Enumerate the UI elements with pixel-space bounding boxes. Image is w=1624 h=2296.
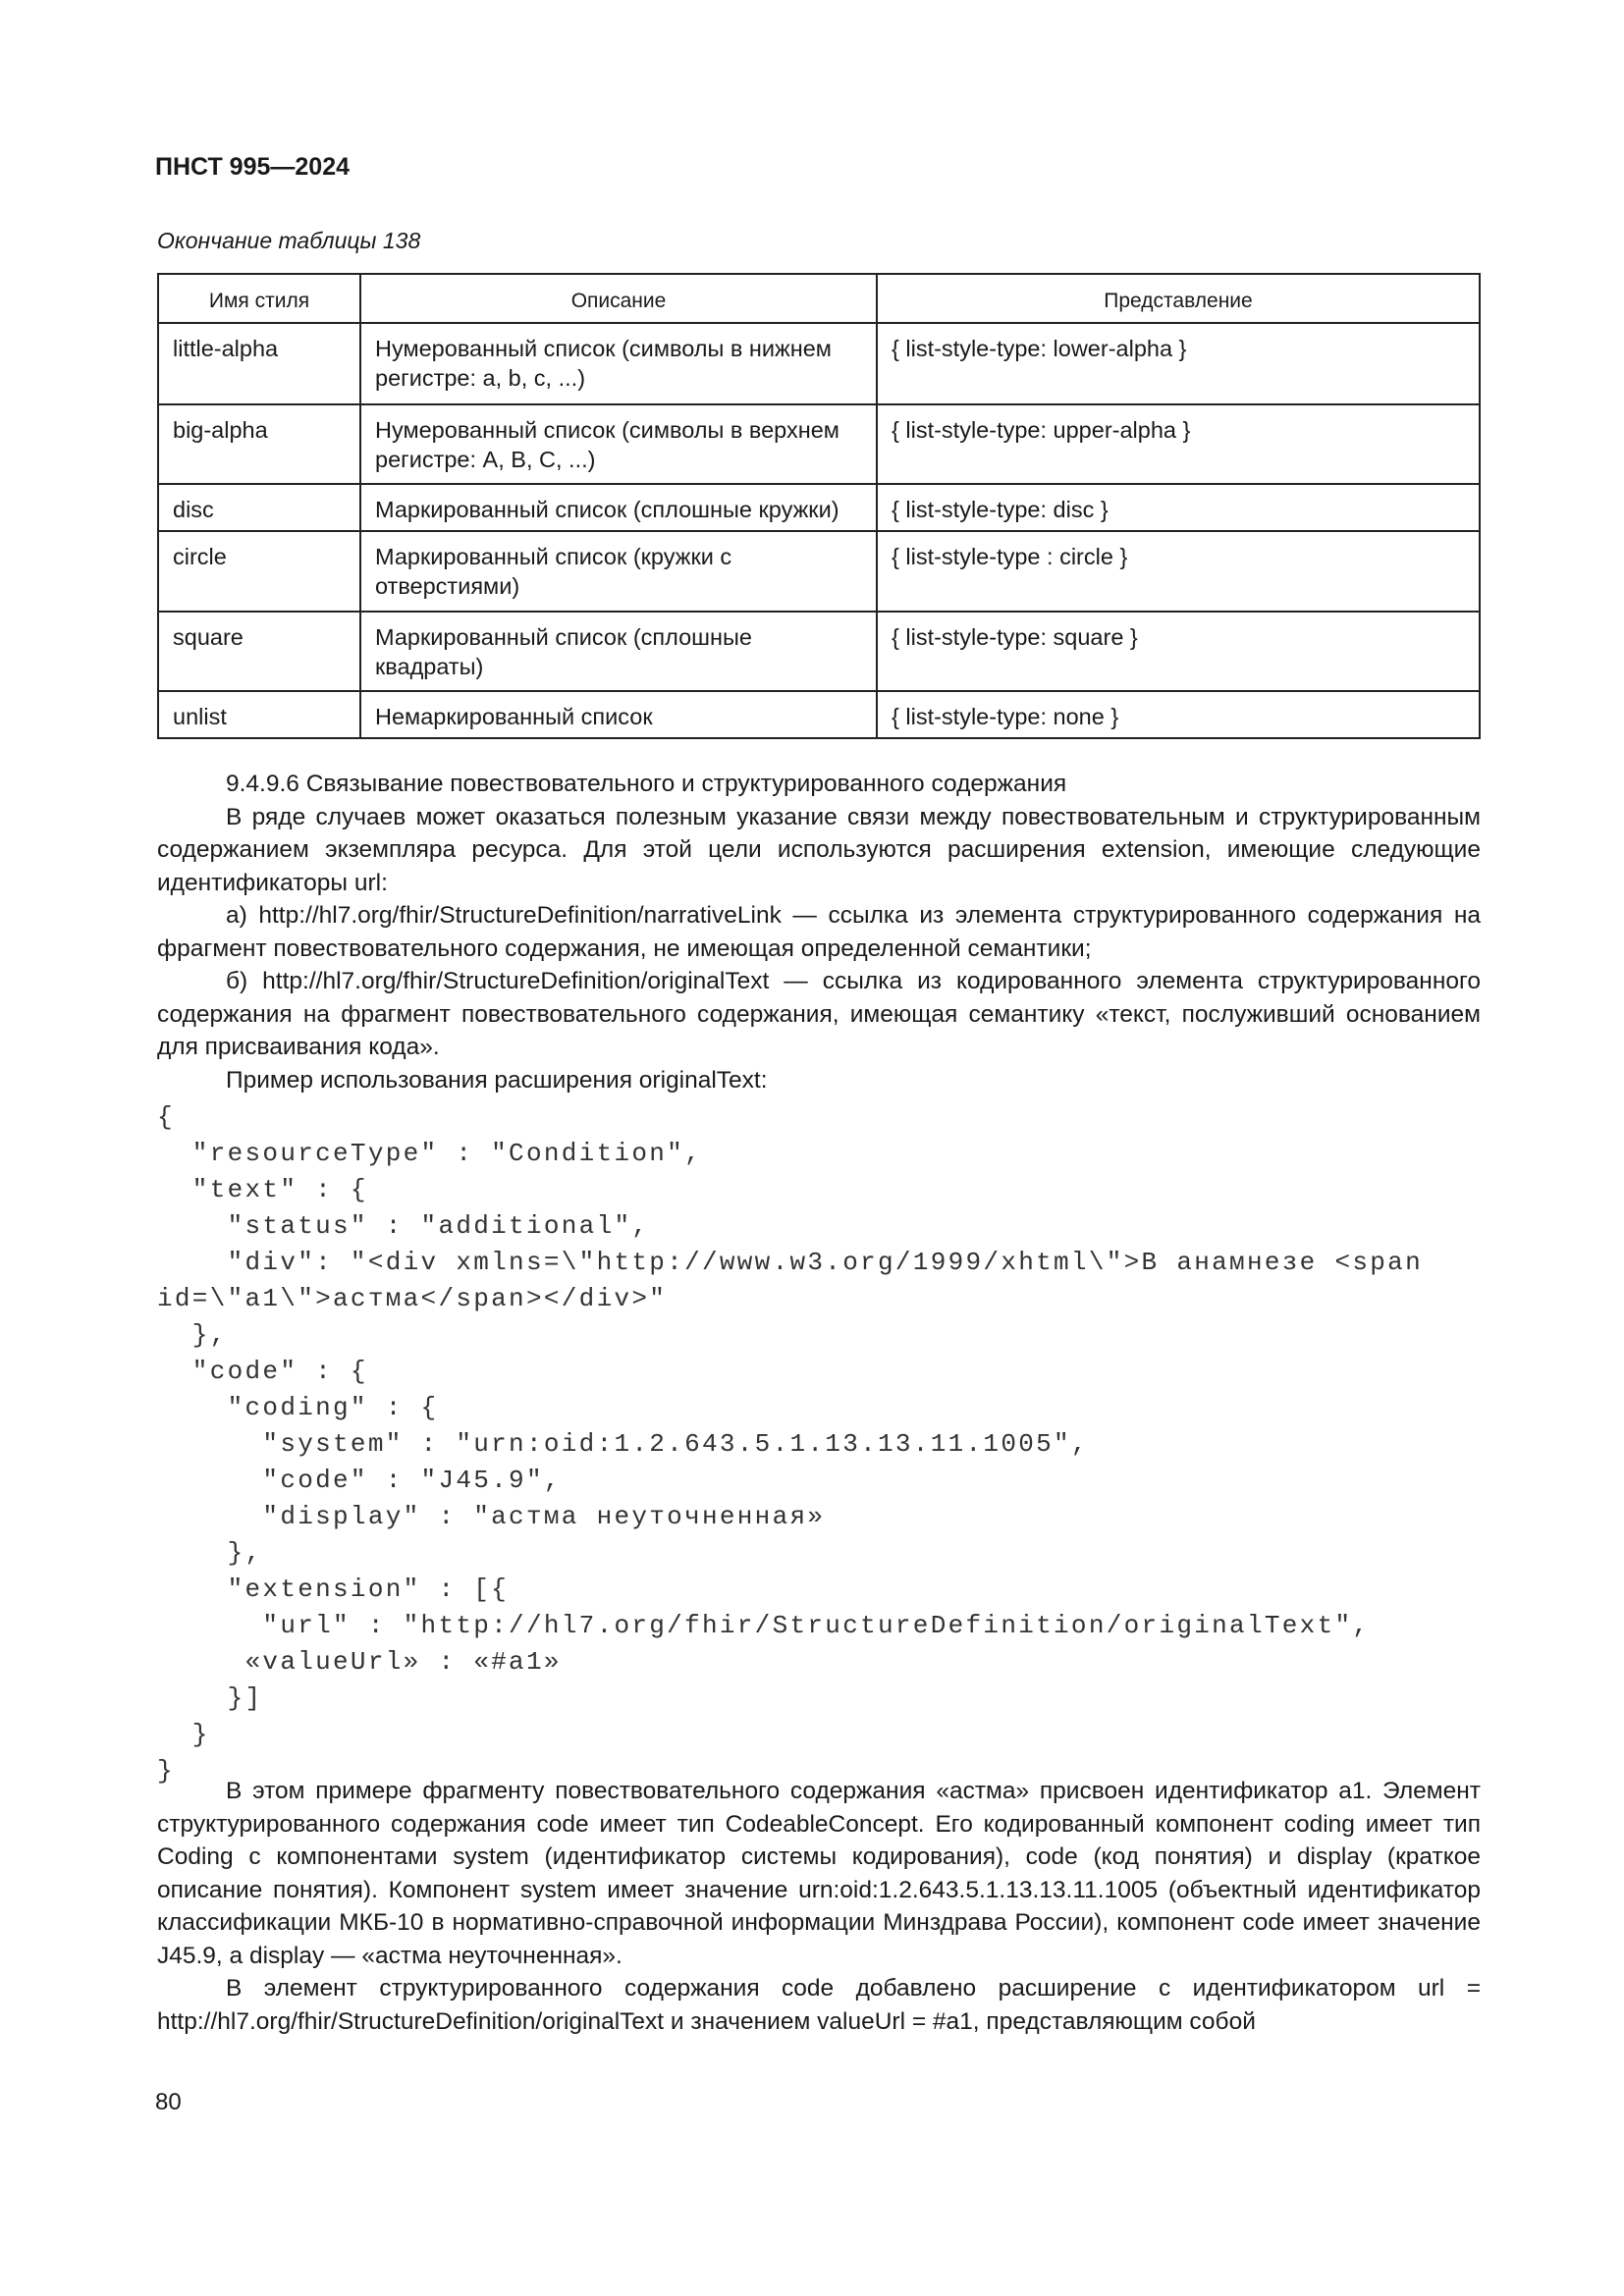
paragraph: 9.4.9.6 Связывание повествовательного и структурированного содержания bbox=[226, 771, 1067, 797]
paragraph: Пример использования расширения originalText: bbox=[226, 1066, 768, 1094]
representation-cell: { list-style-type: square } bbox=[877, 612, 1480, 691]
style-name-cell: little-alpha bbox=[158, 323, 360, 404]
representation-cell: { list-style-type: none } bbox=[877, 691, 1480, 738]
table-row bbox=[158, 323, 1480, 404]
page-number: 80 bbox=[155, 2089, 182, 2115]
description-cell: Маркированный список (сплошные кружки) bbox=[360, 484, 877, 531]
styles-table bbox=[157, 273, 1481, 739]
table-row bbox=[158, 691, 1480, 738]
representation-cell: { list-style-type : circle } bbox=[877, 531, 1480, 612]
style-name-cell: big-alpha bbox=[158, 404, 360, 484]
paragraph: а) http://hl7.org/fhir/StructureDefinition/narrativeLink — ссылка из элемента структурированного содержания на фрагмент повествовательного содержания, не имеющая определенной семантики; bbox=[157, 902, 1481, 962]
description-cell: Маркированный список (кружки с отверстиями) bbox=[360, 531, 877, 612]
code-example: { "resourceType" : "Condition", "text" : { "status" : "additional", "div": "<div xmlns=\"http://www.w3.org/1999/xhtml\">В анамнезе <span id=\"a1\">астма</span></div>" }, "code" : { "coding" : { "system" : "urn:oid:1.2.643.5.1.13.13.11.1005", "code" : "J45.9", "display" : "астма неуточненная» }, "extension" : [{ "url" : "http://hl7.org/fhir/StructureDefinition/originalText", «valueUrl» : «#a1» }] } } bbox=[157, 1102, 1423, 1786]
paragraph: В этом примере фрагменту повествовательного содержания «астма» присвоен идентификатор a1. Элемент структурированного содержания code имеет тип CodeableConcept. Его кодированный компонент coding имеет тип Coding с компонентами system (идентификатор системы кодирования), code (код понятия) и display (краткое описание понятия). Компонент system имеет значение urn:oid:1.2.643.5.1.13.13.11.1005 (объектный идентификатор классификации МКБ-10 в нормативно-справочной информации Минздрава России), компонент code имеет значение J45.9, а display — «астма неуточненная». bbox=[157, 1778, 1481, 1969]
text-before-code bbox=[157, 768, 1481, 1096]
table-caption: Окончание таблицы 138 bbox=[157, 228, 421, 253]
representation-cell: { list-style-type: lower-alpha } bbox=[877, 323, 1480, 404]
paragraph: В элемент структурированного содержания code добавлено расширение с идентификатором url = http://hl7.org/fhir/StructureDefinition/originalText и значением valueUrl = #a1, представляющим собой bbox=[157, 1975, 1481, 2035]
style-name-cell: circle bbox=[158, 531, 360, 612]
document-id: ПНСТ 995—2024 bbox=[155, 153, 350, 181]
style-name-cell: unlist bbox=[158, 691, 360, 738]
representation-cell: { list-style-type: upper-alpha } bbox=[877, 404, 1480, 484]
column-header: Представление bbox=[877, 274, 1480, 323]
style-name-cell: square bbox=[158, 612, 360, 691]
description-cell: Нумерованный список (символы в верхнем регистре: A, B, C, ...) bbox=[360, 404, 877, 484]
column-header: Описание bbox=[360, 274, 877, 323]
style-name-cell: disc bbox=[158, 484, 360, 531]
table-row bbox=[158, 484, 1480, 531]
description-cell: Нумерованный список (символы в нижнем регистре: a, b, c, ...) bbox=[360, 323, 877, 404]
description-cell: Маркированный список (сплошные квадраты) bbox=[360, 612, 877, 691]
table-header-row bbox=[158, 274, 1480, 323]
paragraph: б) http://hl7.org/fhir/StructureDefinition/originalText — ссылка из кодированного элемента структурированного содержания на фрагмент повествовательного содержания, имеющая семантику «текст, послуживший основанием для присваивания кода». bbox=[157, 968, 1481, 1060]
table-row bbox=[158, 531, 1480, 612]
table-row bbox=[158, 404, 1480, 484]
representation-cell: { list-style-type: disc } bbox=[877, 484, 1480, 531]
column-header: Имя стиля bbox=[158, 274, 360, 323]
description-cell: Немаркированный список bbox=[360, 691, 877, 738]
paragraph: В ряде случаев может оказаться полезным указание связи между повествовательным и структурированным содержанием экземпляра ресурса. Для этой цели используются расширения extension, имеющие следующие идентификаторы url: bbox=[157, 803, 1481, 896]
text-after-code bbox=[157, 1775, 1481, 2038]
table-row bbox=[158, 612, 1480, 691]
